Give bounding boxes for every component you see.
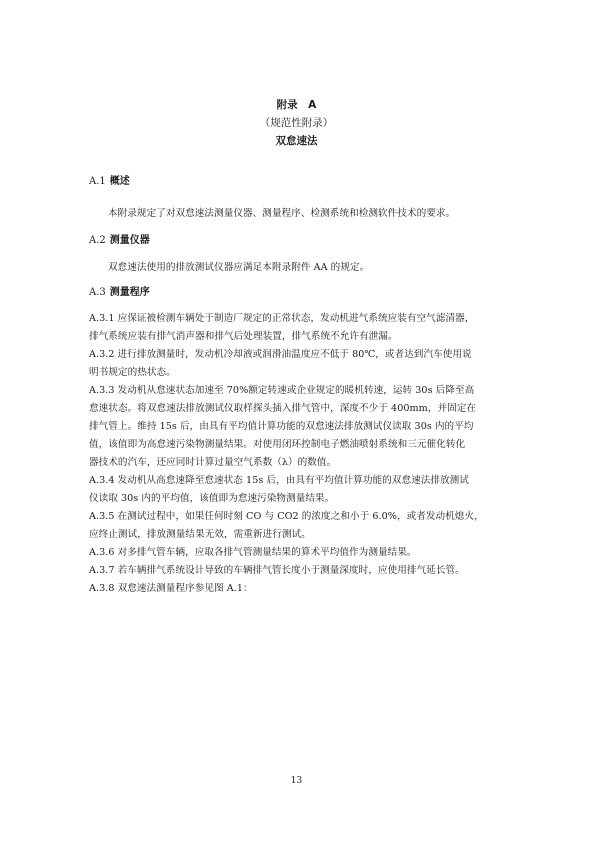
section-title: 概述 [109,176,130,187]
appendix-title-block [0,96,593,150]
clause-a3-8 [89,580,503,598]
text-line: A.3.7 若车辆排气系统设计导致的车辆排气管长度小于测量深度时，应使用排气延长管。 [89,565,465,576]
section-heading-a1 [89,174,130,190]
text-line: A.3.3 发动机从怠速状态加速至 70%额定转速或企业规定的暖机转速，运转 30s 后降至高 [89,385,475,396]
text-line: A.3.8 双怠速法测量程序参见图 A.1： [89,583,253,594]
text-line: A.3.4 发动机从高怠速降至怠速状态 15s 后，由具有平均值计算功能的双怠速法排放测试 [89,475,469,486]
clause-a3-2 [89,346,503,382]
appendix-label: 附录 A [276,99,317,111]
clause-a3-3 [89,382,503,472]
section-number: A.3 [89,287,106,298]
section-title: 测量程序 [109,287,150,298]
clause-a3-6 [89,544,503,562]
text-line: A.3.2 进行排放测量时，发动机冷却液或润滑油温度应不低于 80℃，或者达到汽车使用说 [89,349,472,360]
section-a1-text: 本附录规定了对双怠速法测量仪器、测量程序、检测系统和检测软件技术的要求。 [108,208,456,219]
text-line: 排气系统应装有排气消声器和排气后处理装置，排气系统不允许有泄漏。 [89,331,398,342]
text-line: 应终止测试，排放测量结果无效，需重新进行测试。 [89,529,311,540]
text-line: A.3.1 应保证被检测车辆处于制造厂规定的正常状态，发动机进气系统应装有空气滤清器， [89,313,475,324]
section-heading-a3 [89,285,150,301]
clause-a3-1 [89,310,503,346]
text-line: 怠速状态。将双怠速法排放测试仪取样探头插入排气管中，深度不少于 400mm，并固定在 [89,403,477,414]
text-line: A.3.5 在测试过程中，如果任何时刻 CO 与 CO2 的浓度之和小于 6.0%，或者发动机熄火， [89,511,484,522]
section-heading-a2 [89,233,150,249]
appendix-name: 双怠速法 [275,135,318,147]
section-number: A.1 [89,176,106,187]
section-title: 测量仪器 [109,235,150,246]
text-line: 仪读取 30s 内的平均值，该值即为怠速污染物测量结果。 [89,493,335,504]
text-line: A.3.6 对多排气管车辆，应取各排气管测量结果的算术平均值作为测量结果。 [89,547,417,558]
text-line: 排气管上。维持 15s 后，由具有平均值计算功能的双怠速法排放测试仪读取 30s 内的平均 [89,421,474,432]
clause-a3-5 [89,508,503,544]
text-line: 明书规定的热状态。 [89,367,176,378]
text-line: 器技术的汽车，还应同时计算过量空气系数（λ）的数值。 [89,457,337,468]
clause-a3-4 [89,472,503,508]
clause-a3-7 [89,562,503,580]
page-number: 13 [290,776,303,786]
section-a2-text: 双怠速法使用的排放测试仪器应满足本附录附件 AA 的规定。 [108,262,370,273]
text-line: 值，该值即为高怠速污染物测量结果。对使用闭环控制电子燃油喷射系统和三元催化转化 [89,439,466,450]
appendix-type: （规范性附录） [259,117,334,129]
section-number: A.2 [89,235,106,246]
